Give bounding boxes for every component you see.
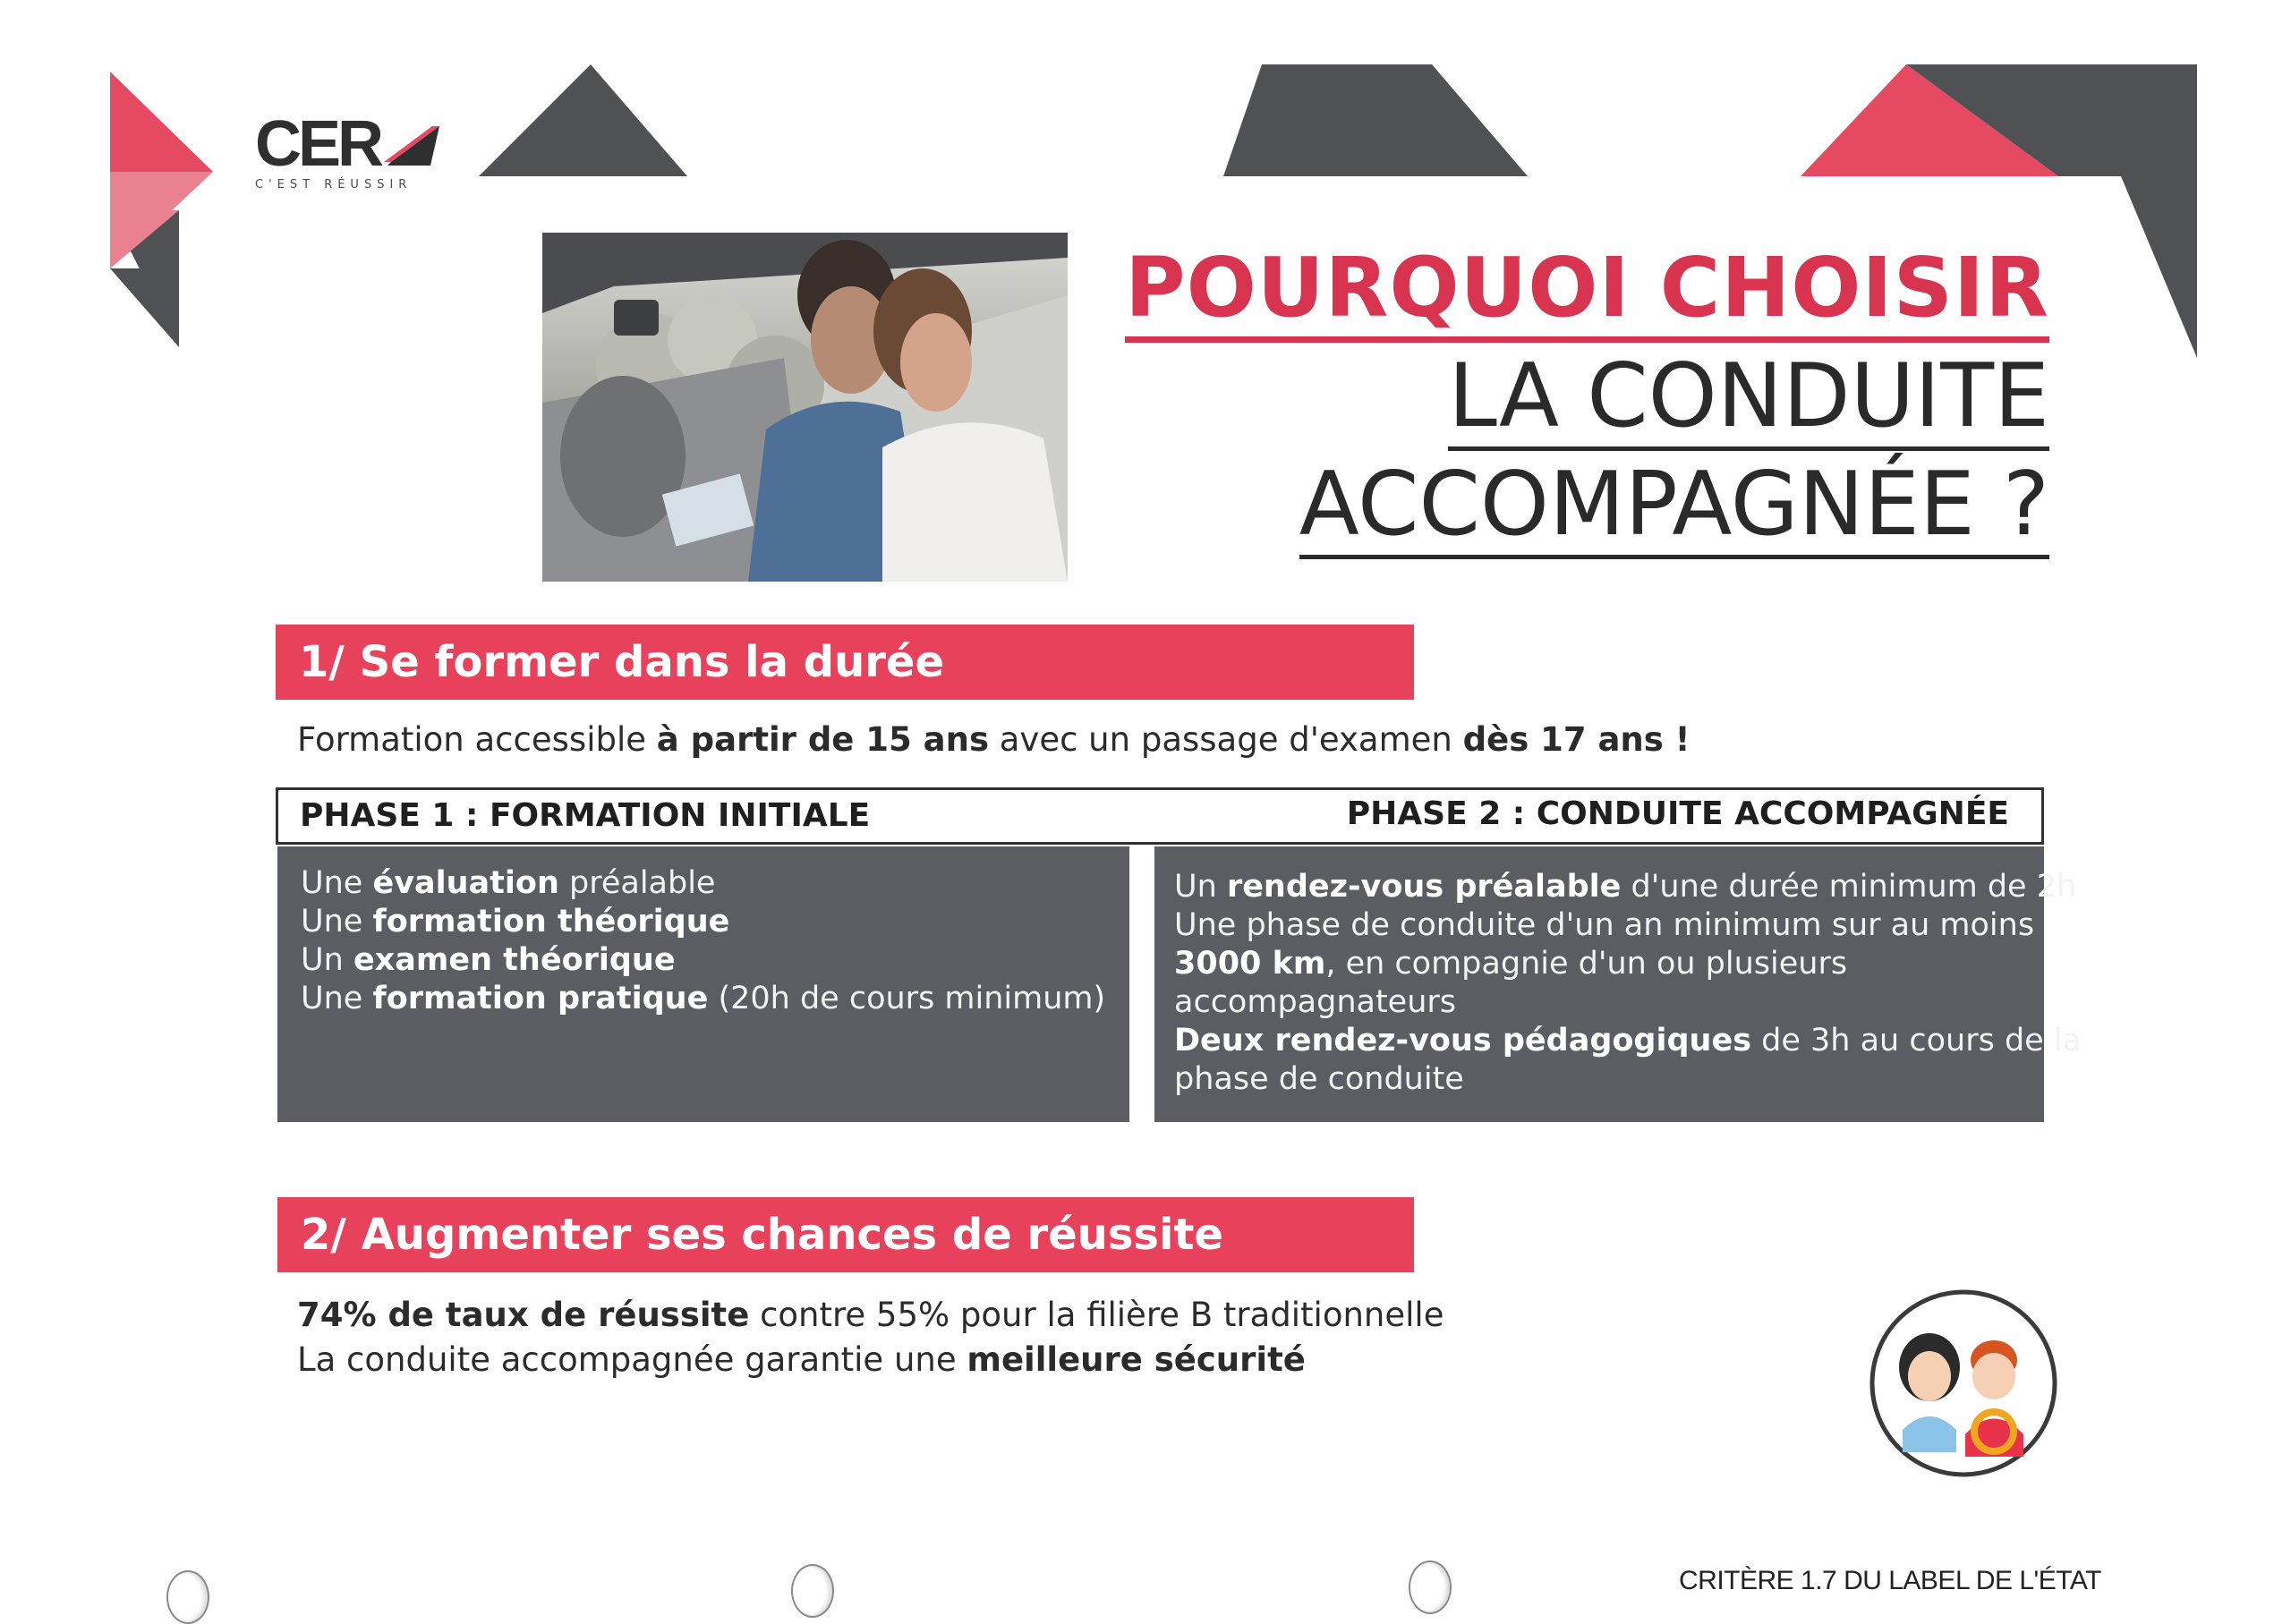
- phase-2-line: Deux rendez-vous pédagogiques de 3h au cours de la: [1174, 1023, 2082, 1059]
- section-2-line-1: 74% de taux de réussite contre 55% pour la filière B traditionnelle: [297, 1296, 1444, 1334]
- phase-1-item: Une formation pratique (20h de cours minimum): [301, 981, 1106, 1016]
- section-2-heading: 2/ Augmenter ses chances de réussite: [277, 1197, 1414, 1272]
- footer-label: CRITÈRE 1.7 DU LABEL DE L'ÉTAT: [1679, 1566, 2101, 1595]
- punch-hole: [166, 1570, 209, 1624]
- phase-2-line: phase de conduite: [1174, 1061, 1464, 1097]
- section-1-heading: 1/ Se former dans la durée: [276, 625, 1414, 700]
- logo-tagline: C'EST RÉUSSIR: [255, 178, 413, 191]
- logo-brand: CER: [255, 108, 381, 180]
- cer-logo: [255, 108, 461, 192]
- phase-1-panel: [277, 846, 1129, 1122]
- driver-couple-icon: [1867, 1287, 2060, 1480]
- intro-age-min: à partir de 15 ans: [656, 720, 989, 759]
- intro-text-2: avec un passage d'examen: [988, 720, 1463, 759]
- intro-text: Formation accessible: [297, 720, 657, 759]
- title-line-1: POURQUOI CHOISIR: [1125, 243, 2049, 343]
- phase-1-item: Une évaluation préalable: [301, 865, 716, 901]
- page-title: [1065, 240, 2049, 559]
- phase-1-item: Un examen théorique: [301, 942, 676, 978]
- phase-1-item: Une formation théorique: [301, 904, 730, 940]
- safety-text: meilleure sécurité: [967, 1340, 1306, 1379]
- phase-2-title: PHASE 2 : CONDUITE ACCOMPAGNÉE: [1346, 795, 2009, 832]
- intro-exam-age: dès 17 ans !: [1462, 720, 1691, 759]
- section-2-line-2: La conduite accompagnée garantie une meilleure sécurité: [297, 1340, 1306, 1379]
- logo-mark-icon: [380, 117, 443, 171]
- phase-2-line: 3000 km, en compagnie d'un ou plusieurs: [1174, 946, 1848, 982]
- punch-hole: [1409, 1560, 1452, 1614]
- phase-2-panel: [1154, 846, 2082, 1122]
- phase-2-line: Un rendez-vous préalable d'une durée minimum de 2h: [1174, 869, 2077, 905]
- section-1-intro: [297, 720, 1691, 759]
- phase-header: [276, 787, 2044, 845]
- success-rate: 74% de taux de réussite: [297, 1296, 750, 1334]
- punch-hole: [791, 1564, 834, 1618]
- title-line-2: LA CONDUITE: [1448, 350, 2049, 451]
- car-photo: [542, 233, 1068, 582]
- title-line-3: ACCOMPAGNÉE ?: [1299, 458, 2049, 559]
- phase-1-title: PHASE 1 : FORMATION INITIALE: [300, 797, 871, 834]
- phase-2-line: Une phase de conduite d'un an minimum sur au moins: [1174, 907, 2035, 943]
- phase-2-line: accompagnateurs: [1174, 984, 1457, 1020]
